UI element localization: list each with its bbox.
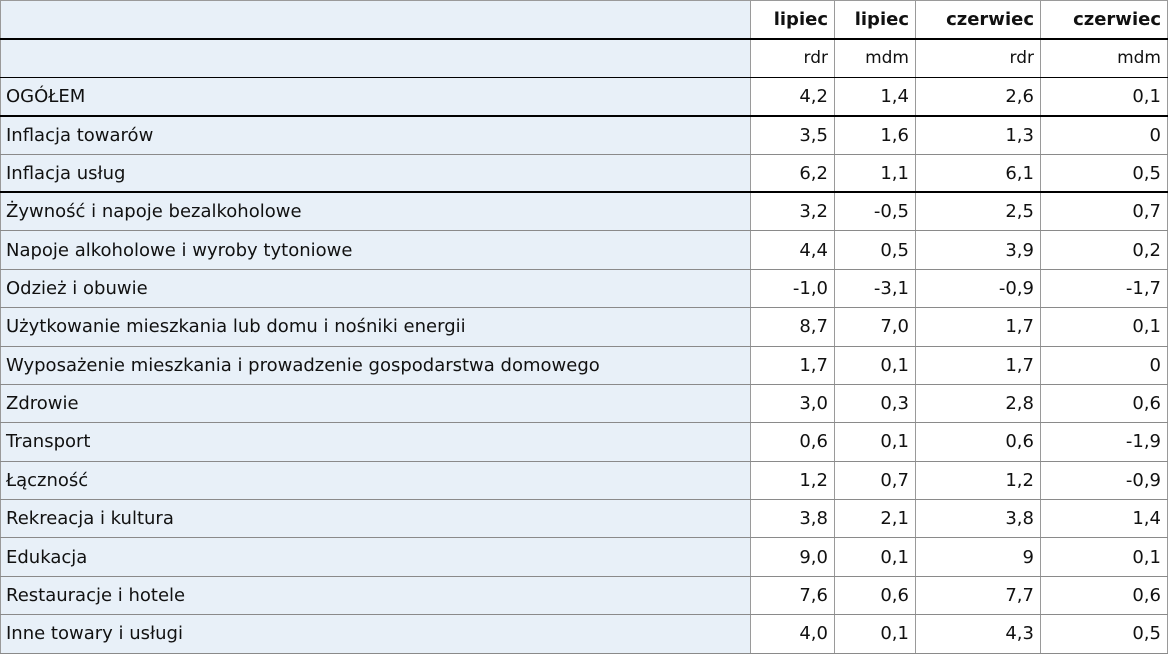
row-value: 2,1 (835, 500, 916, 538)
row-value: 0,5 (1041, 615, 1168, 653)
table-row (1, 500, 1168, 538)
row-value: 3,0 (751, 384, 835, 422)
row-value: -1,0 (751, 269, 835, 307)
row-value: 0,6 (1041, 576, 1168, 614)
row-label: Wyposażenie mieszkania i prowadzenie gospodarstwa domowego (1, 346, 751, 384)
row-value: 4,2 (751, 77, 835, 115)
table-row (1, 192, 1168, 230)
row-value: 4,0 (751, 615, 835, 653)
row-value: 1,1 (835, 154, 916, 192)
row-value: 0,7 (835, 461, 916, 499)
row-value: 1,4 (835, 77, 916, 115)
row-label: Inflacja usług (1, 154, 751, 192)
row-value: 2,6 (916, 77, 1041, 115)
row-value: 0,5 (835, 231, 916, 269)
table-row (1, 538, 1168, 576)
row-value: 6,2 (751, 154, 835, 192)
row-label: Inflacja towarów (1, 116, 751, 154)
row-value: 7,7 (916, 576, 1041, 614)
row-value: 1,6 (835, 116, 916, 154)
row-value: 3,8 (751, 500, 835, 538)
header-period: lipiec (835, 1, 916, 39)
row-label: Edukacja (1, 538, 751, 576)
table-row (1, 154, 1168, 192)
table-row (1, 77, 1168, 115)
row-value: 9 (916, 538, 1041, 576)
row-value: 2,8 (916, 384, 1041, 422)
row-label: Rekreacja i kultura (1, 500, 751, 538)
row-label: OGÓŁEM (1, 77, 751, 115)
row-label: Restauracje i hotele (1, 576, 751, 614)
row-value: 1,4 (1041, 500, 1168, 538)
header-period: czerwiec (1041, 1, 1168, 39)
header-row-periods (1, 1, 1168, 39)
row-value: 4,4 (751, 231, 835, 269)
row-value: 0,3 (835, 384, 916, 422)
row-value: 0,2 (1041, 231, 1168, 269)
row-value: -0,5 (835, 192, 916, 230)
row-value: 1,7 (751, 346, 835, 384)
table-row (1, 615, 1168, 653)
row-value: 1,2 (916, 461, 1041, 499)
table-row (1, 384, 1168, 422)
row-value: 0,1 (835, 423, 916, 461)
table-row (1, 423, 1168, 461)
row-value: 0,1 (835, 615, 916, 653)
row-value: 0 (1041, 346, 1168, 384)
header-period: czerwiec (916, 1, 1041, 39)
row-value: -0,9 (916, 269, 1041, 307)
row-value: 3,2 (751, 192, 835, 230)
row-value: 0,5 (1041, 154, 1168, 192)
row-value: 3,9 (916, 231, 1041, 269)
inflation-table-body (1, 1, 1168, 654)
header-type: rdr (916, 39, 1041, 77)
row-value: 0,6 (751, 423, 835, 461)
table-row (1, 116, 1168, 154)
row-value: 6,1 (916, 154, 1041, 192)
row-value: -3,1 (835, 269, 916, 307)
row-label: Transport (1, 423, 751, 461)
row-value: 0,1 (835, 346, 916, 384)
row-value: -1,9 (1041, 423, 1168, 461)
row-value: 1,2 (751, 461, 835, 499)
header-corner-top (1, 1, 751, 39)
row-value: 0,1 (1041, 308, 1168, 346)
header-type: mdm (835, 39, 916, 77)
row-value: 1,3 (916, 116, 1041, 154)
row-value: 0 (1041, 116, 1168, 154)
row-value: 0,7 (1041, 192, 1168, 230)
row-value: -1,7 (1041, 269, 1168, 307)
header-type: rdr (751, 39, 835, 77)
header-period: lipiec (751, 1, 835, 39)
row-value: 0,6 (835, 576, 916, 614)
row-value: 9,0 (751, 538, 835, 576)
row-value: 1,7 (916, 346, 1041, 384)
row-value: 0,6 (916, 423, 1041, 461)
row-label: Odzież i obuwie (1, 269, 751, 307)
row-value: 8,7 (751, 308, 835, 346)
row-value: 4,3 (916, 615, 1041, 653)
table-row (1, 308, 1168, 346)
table-row (1, 269, 1168, 307)
row-label: Żywność i napoje bezalkoholowe (1, 192, 751, 230)
header-type: mdm (1041, 39, 1168, 77)
row-label: Napoje alkoholowe i wyroby tytoniowe (1, 231, 751, 269)
row-value: 3,5 (751, 116, 835, 154)
row-label: Inne towary i usługi (1, 615, 751, 653)
row-value: 0,1 (1041, 77, 1168, 115)
row-value: 2,5 (916, 192, 1041, 230)
row-label: Zdrowie (1, 384, 751, 422)
table-row (1, 346, 1168, 384)
row-value: -0,9 (1041, 461, 1168, 499)
table-row (1, 576, 1168, 614)
table-row (1, 231, 1168, 269)
row-value: 3,8 (916, 500, 1041, 538)
row-value: 0,1 (835, 538, 916, 576)
header-row-types (1, 39, 1168, 77)
row-value: 1,7 (916, 308, 1041, 346)
row-label: Łączność (1, 461, 751, 499)
table-row (1, 461, 1168, 499)
row-value: 7,6 (751, 576, 835, 614)
row-value: 7,0 (835, 308, 916, 346)
row-value: 0,6 (1041, 384, 1168, 422)
header-corner-bottom (1, 39, 751, 77)
row-label: Użytkowanie mieszkania lub domu i nośniki energii (1, 308, 751, 346)
row-value: 0,1 (1041, 538, 1168, 576)
